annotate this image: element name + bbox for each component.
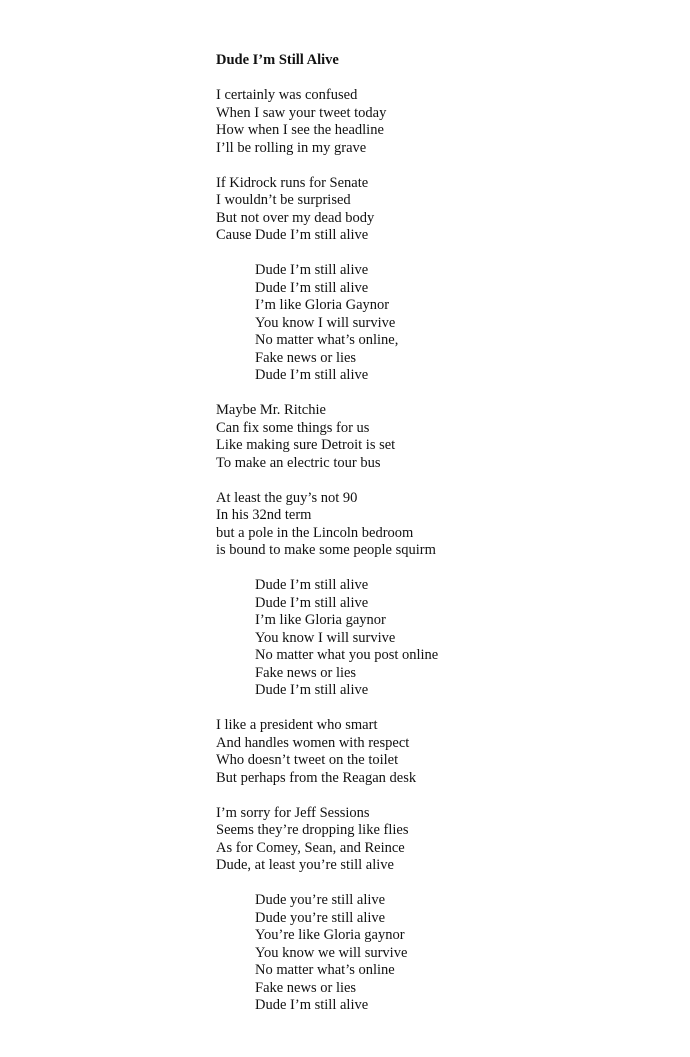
poem-line: Dude I’m still alive: [255, 594, 369, 611]
verse-stanza: [216, 717, 676, 787]
poem-line: I like a president who smart: [216, 717, 378, 733]
poem-line: How when I see the headline: [216, 122, 384, 138]
verse-stanza: [216, 805, 676, 875]
poem-line: but a pole in the Lincoln bedroom: [216, 524, 414, 541]
poem-line: I’m like Gloria Gaynor: [255, 297, 390, 313]
verse-stanza: [216, 175, 676, 245]
poem-line: I certainly was confused: [216, 87, 358, 103]
chorus-stanza: [216, 577, 676, 700]
poem-title: Dude I’m Still Alive: [216, 52, 339, 68]
poem-line: I’ll be rolling in my grave: [216, 139, 367, 156]
poem-line: No matter what you post online: [255, 647, 439, 663]
poem-line: Dude I’m still alive: [255, 367, 369, 383]
poem-line: Dude you’re still alive: [255, 909, 386, 926]
poem-line: You know I will survive: [255, 629, 396, 646]
poem-line: And handles women with respect: [216, 734, 410, 751]
poem-line: You know I will survive: [255, 314, 396, 331]
poem-line: Dude, at least you’re still alive: [216, 857, 394, 873]
poem-line: I’m like Gloria gaynor: [255, 612, 386, 628]
poem-line: You’re like Gloria gaynor: [255, 927, 405, 943]
poem-line: Fake news or lies: [255, 979, 357, 996]
poem-line: At least the guy’s not 90: [216, 489, 358, 506]
poem-line: I’m sorry for Jeff Sessions: [216, 804, 370, 821]
chorus-stanza: [216, 892, 676, 1015]
chorus-stanza: [216, 262, 676, 385]
poem-line: As for Comey, Sean, and Reince: [216, 839, 405, 856]
poem-line: You know we will survive: [255, 944, 408, 961]
poem-line: Dude I’m still alive: [255, 577, 369, 593]
poem-line: But not over my dead body: [216, 209, 375, 226]
poem-line: Dude you’re still alive: [255, 892, 386, 908]
poem-line: To make an electric tour bus: [216, 454, 381, 471]
poem-line: Dude I’m still alive: [255, 262, 369, 278]
poem-line: Like making sure Detroit is set: [216, 437, 396, 453]
poem-line: I wouldn’t be surprised: [216, 192, 351, 208]
poem-line: No matter what’s online: [255, 962, 395, 978]
poem-line: Fake news or lies: [255, 664, 357, 681]
poem-line: Who doesn’t tweet on the toilet: [216, 752, 399, 768]
poem-body: [216, 87, 676, 1032]
poem-line: Dude I’m still alive: [255, 279, 369, 296]
verse-stanza: [216, 402, 676, 472]
poem-line: Dude I’m still alive: [255, 997, 369, 1013]
verse-stanza: [216, 490, 676, 560]
poem-line: is bound to make some people squirm: [216, 542, 436, 558]
poem-line: When I saw your tweet today: [216, 104, 387, 121]
poem-line: Maybe Mr. Ritchie: [216, 402, 326, 418]
poem-line: If Kidrock runs for Senate: [216, 174, 369, 191]
poem-line: Fake news or lies: [255, 349, 357, 366]
poem-line: Dude I’m still alive: [255, 682, 369, 698]
poem-line: Can fix some things for us: [216, 419, 370, 436]
poem-line: No matter what’s online,: [255, 332, 399, 348]
poem-line: Cause Dude I’m still alive: [216, 227, 369, 243]
poem-line: In his 32nd term: [216, 507, 312, 523]
poem-line: But perhaps from the Reagan desk: [216, 769, 417, 786]
verse-stanza: [216, 87, 676, 157]
poem-line: Seems they’re dropping like flies: [216, 822, 409, 838]
